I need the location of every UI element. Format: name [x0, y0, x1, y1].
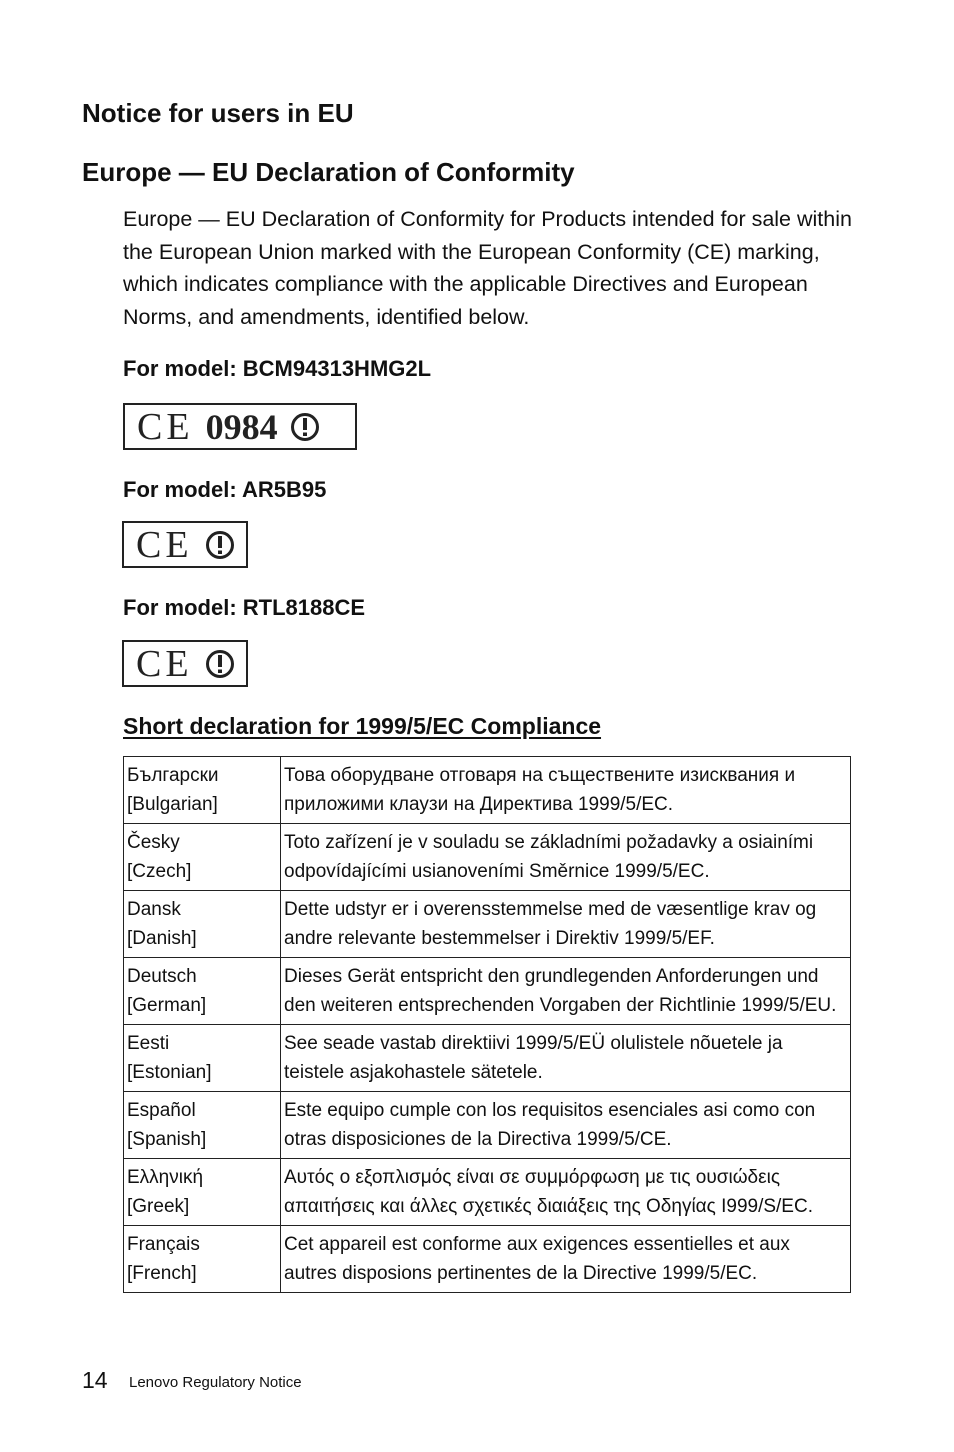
alert-sign-icon	[290, 412, 320, 442]
language-english-name: [Greek]	[127, 1196, 190, 1217]
language-cell	[124, 891, 281, 958]
table-row	[124, 958, 851, 1025]
ce-mark-ar5b95	[122, 521, 248, 568]
page-heading: Notice for users in EU	[82, 98, 354, 128]
language-english-name: [French]	[127, 1263, 197, 1284]
language-cell	[124, 1226, 281, 1293]
language-cell	[124, 1159, 281, 1226]
ce-mark-0984	[123, 403, 357, 450]
language-name: Česky	[127, 832, 180, 853]
page-number: 14	[82, 1367, 108, 1393]
language-name: Ελληνική	[127, 1167, 204, 1188]
declaration-table	[123, 756, 851, 1293]
declaration-text: Toto zařízení je v souladu se základními požadavky a osiainími odpovídajícími usianoveními Směrnice 1999/5/EC.	[281, 824, 851, 891]
language-english-name: [Spanish]	[127, 1129, 207, 1150]
declaration-text: Това оборудване отговаря на съществените изисквания и приложими клаузи на Директива 1999/5/ЕС.	[281, 757, 851, 824]
language-name: Español	[127, 1100, 196, 1121]
table-row	[124, 1159, 851, 1226]
declaration-text: Cet appareil est conforme aux exigences essentielles et aux autres disposions pertinentes de la Directive 1999/5/EC.	[281, 1226, 851, 1293]
language-cell	[124, 1092, 281, 1159]
language-cell	[124, 824, 281, 891]
declaration-text: See seade vastab direktiivi 1999/5/EÜ olulistele nõuetele ja teistele asjakohastele sätetele.	[281, 1025, 851, 1092]
language-name: Français	[127, 1234, 200, 1255]
language-name: Deutsch	[127, 966, 197, 987]
declaration-title: Short declaration for 1999/5/EC Compliance	[123, 713, 602, 739]
model-label-ar5b95: For model: AR5B95	[123, 477, 327, 502]
ce-mark-rtl8188ce	[122, 640, 248, 687]
declaration-text: Dieses Gerät entspricht den grundlegenden Anforderungen und den weiteren entsprechenden Vorgaben der Richtlinie 1999/5/EU.	[281, 958, 851, 1025]
ce-logo: CE	[136, 642, 193, 685]
model-label-rtl8188ce: For model: RTL8188CE	[123, 595, 366, 620]
alert-sign-icon	[205, 649, 235, 679]
declaration-text: Este equipo cumple con los requisitos esenciales asi como con otras disposiciones de la Directiva 1999/5/CE.	[281, 1092, 851, 1159]
language-name: Eesti	[127, 1033, 170, 1054]
language-cell	[124, 757, 281, 824]
table-row	[124, 1092, 851, 1159]
language-cell	[124, 958, 281, 1025]
notified-body-number: 0984	[205, 406, 278, 447]
language-english-name: [Bulgarian]	[127, 794, 218, 815]
footer-doc-title: Lenovo Regulatory Notice	[129, 1374, 302, 1391]
ce-logo: CE	[136, 523, 193, 566]
language-cell	[124, 1025, 281, 1092]
language-name: Dansk	[127, 899, 181, 920]
ce-logo: CE	[137, 405, 194, 448]
alert-sign-icon	[205, 530, 235, 560]
declaration-text: Αυτός ο εξοπλισμός είναι σε συμμόρφωση με τις ουσιώδεις απαιτήσεις και άλλες σχετικές διαιάξεις της Οδηγίας I999/S/EC.	[281, 1159, 851, 1226]
section-heading: Europe — EU Declaration of Conformity	[82, 157, 575, 187]
language-english-name: [Danish]	[127, 928, 197, 949]
table-row	[124, 1226, 851, 1293]
language-english-name: [Estonian]	[127, 1062, 212, 1083]
table-row	[124, 757, 851, 824]
language-name: Български	[127, 765, 219, 786]
language-english-name: [Czech]	[127, 861, 192, 882]
language-english-name: [German]	[127, 995, 207, 1016]
table-row	[124, 824, 851, 891]
table-row	[124, 891, 851, 958]
intro-paragraph: Europe — EU Declaration of Conformity for Products intended for sale within the European Union marked with the European Conformity (CE) marking, which indicates compliance with the applicable Directives and European Norms, and amendments, identified below.	[123, 207, 852, 329]
declaration-text: Dette udstyr er i overensstemmelse med de væsentlige krav og andre relevante bestemmelser i Direktiv 1999/5/EF.	[281, 891, 851, 958]
table-row	[124, 1025, 851, 1092]
model-label-bcm94313hmg2l: For model: BCM94313HMG2L	[123, 356, 432, 381]
